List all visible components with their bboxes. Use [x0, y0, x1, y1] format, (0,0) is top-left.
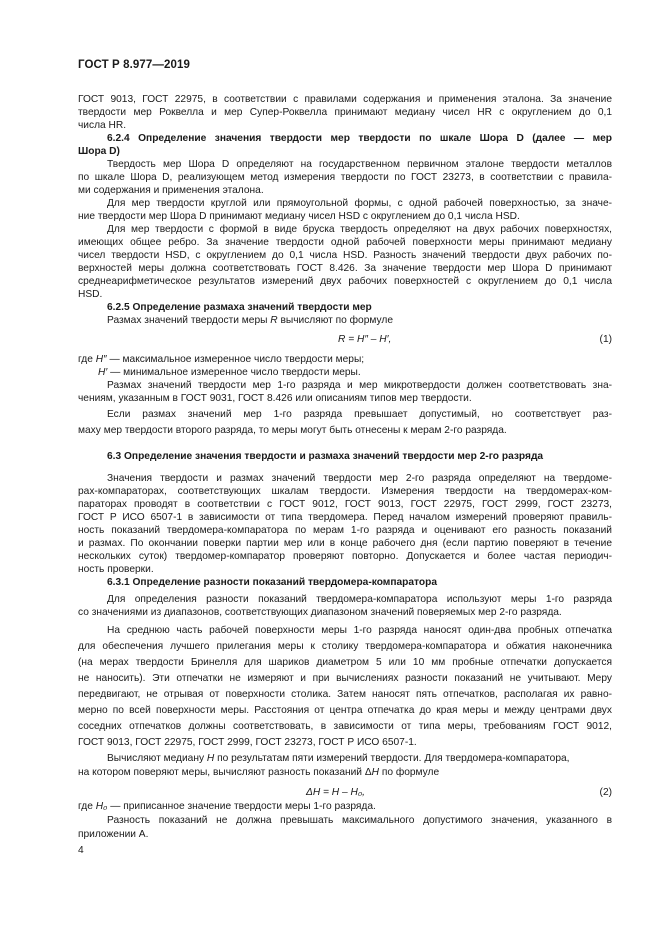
text-line: мерно по всей поверхности меры. Расстояния от центра отпечатка до края меры и между центрами двух [78, 705, 612, 716]
text-line: приложении А. [78, 829, 149, 840]
text-line: ность показаний твердомера-компаратора по мерам 1-го разряда и оценивают его разность показаний [78, 525, 612, 536]
text-line: соседних отпечатков должны соответствовать, в зависимости от типа меры, требованиям ГОСТ 9012, [78, 721, 612, 732]
page-number: 4 [78, 845, 84, 856]
text-line: маху мер твердости второго разряда, то меры могут быть отнесены к мерам 2-го разряда. [78, 425, 507, 436]
text-line: Для мер твердости с формой в виде бруска твердость определяют на двух рабочих поверхностях, [107, 224, 612, 235]
text-line: не наносить). Эти отпечатки не измеряют и при вычислениях разности показаний не учитывают. Меру [78, 673, 612, 684]
text-line: со значениями из диапазонов, соответствующих диапазоном значений поверяемых мер 2-го разряда. [78, 607, 562, 618]
text-line: ГОСТ 9013, ГОСТ 22975, ГОСТ 2999, ГОСТ 23273, ГОСТ Р ИСО 6507-1. [78, 737, 417, 748]
text-line: ми содержания и применения эталона. [78, 185, 264, 196]
section-heading-6-2-5: 6.2.5 Определение размаха значений твердости мер [107, 302, 372, 313]
text-line: Твердость мер Шора D определяют на государственном первичном эталоне твердости металлов [107, 159, 612, 170]
text-line: твердости мер Роквелла и мер Супер-Роквелла принимают медиану чисел HR с округлением до 0,1 [78, 107, 612, 118]
where-clause: где H₀ — приписанное значение твердости меры 1-го разряда. [78, 801, 376, 812]
text-line: чисел твердости HSD, с округлением до 0,1 числа HSD. Разность значений твердости двух рабочих по- [78, 250, 612, 261]
text-line: верхностей меры должна соответствовать ГОСТ 8.426. За значение твердости мер Шора D принимают [78, 263, 612, 274]
text-line: параторах проводят в соответствии с ГОСТ 9012, ГОСТ 9013, ГОСТ 22975, ГОСТ 2999, ГОСТ 23273, [78, 499, 612, 510]
text-line: Разность показаний не должна превышать максимального допустимого значения, указанного в [107, 815, 612, 826]
text-line: На среднюю часть рабочей поверхности меры 1-го разряда наносят один-два пробных отпечатка [107, 625, 612, 636]
text-line: рах-компараторах, соответствующих шкалам твердости. Измерения твердости на твердомерах-ком- [78, 486, 612, 497]
text-line: HSD. [78, 289, 103, 300]
text-line: Размах значений твердости меры R вычисляют по формуле [107, 315, 393, 326]
text-line: чениям, указанным в ГОСТ 9031, ГОСТ 8.426 или описаниям типов мер твердости. [78, 393, 472, 404]
where-clause: где H″ — максимальное измеренное число твердости меры; [78, 354, 365, 365]
text-line: (на мерах твердости Бринелля для шариков диаметром 5 или 10 мм пробные отпечатки допускается [78, 657, 612, 668]
section-heading-6-3: 6.3 Определение значения твердости и размаха значений твердости мер 2-го разряда [107, 451, 544, 462]
section-heading-6-2-4-cont: Шора D) [78, 146, 120, 157]
text-line: Значения твердости и размах значений твердости мер 2-го разряда определяют на твердоме- [107, 473, 612, 484]
formula-1-number: (1) [599, 334, 612, 345]
text-line: по шкале Шора D, реализующем метод измерения твердости по ГОСТ 23273, в соответствии с правила- [78, 172, 612, 183]
formula-1: R = H″ – H′, [338, 334, 392, 345]
section-heading-6-2-4: 6.2.4 Определение значения твердости мер твердости по шкале Шора D (далее — мер [107, 133, 612, 144]
text-line: Размах значений твердости мер 1-го разряда и мер микротвердости должен соответствовать зна- [107, 380, 612, 391]
text-line: среднеарифметическое результатов измерений двух рабочих поверхностей с округлением до 0,1 числа [78, 276, 612, 287]
text-line: нескольких суток) твердомер-компаратор проверяют повторно. Допускается и более частая периодич- [78, 551, 612, 562]
text-line: для обеспечения лучшего прилегания меры к столику твердомера-компаратора и обжатия наконечника [78, 641, 612, 652]
formula-2: ΔH = H – H₀, [306, 787, 365, 798]
text-line: ГОСТ 9013, ГОСТ 22975, в соответствии с правилами содержания и применения эталона. За значение [78, 94, 612, 105]
text-line: ние твердости мер Шора D принимают медиану чисел HSD с округлением до 0,1 числа HSD. [78, 211, 520, 222]
where-clause: H′ — минимальное измеренное число твердости меры. [98, 367, 361, 378]
text-line: имеющих общее ребро. За значение твердости одной рабочей поверхности меры принимают медиану [78, 237, 612, 248]
text-line: Вычисляют медиану H по результатам пяти измерений твердости. Для твердомера-компаратора, [107, 753, 570, 764]
text-line: Если размах значений мер 1-го разряда превышает допустимый, но соответствует раз- [107, 409, 612, 420]
text-line: Для мер твердости круглой или прямоугольной формы, с одной рабочей поверхностью, за значе- [107, 198, 612, 209]
text-line: передвигают, не отрывая от поверхности столика. Затем наносят пять отпечатков, располагая их равно- [78, 689, 612, 700]
text-line: и размах. По окончании поверки партии мер или в конце рабочего дня (если партию поверяют в течение [78, 538, 612, 549]
text-line: Для определения разности показаний твердомера-компаратора используют меры 1-го разряда [107, 594, 612, 605]
text-line: числа HR. [78, 120, 127, 131]
formula-2-number: (2) [599, 787, 612, 798]
text-line: ГОСТ Р ИСО 6507-1 в зависимости от типа твердомера. Перед началом измерений проверяют правиль- [78, 512, 612, 523]
text-line: ность проверки. [78, 564, 154, 575]
page-header: ГОСТ Р 8.977—2019 [78, 59, 190, 71]
text-line: на котором поверяют меры, вычисляют разность показаний ΔH по формуле [78, 767, 440, 778]
section-heading-6-3-1: 6.3.1 Определение разности показаний твердомера-компаратора [107, 577, 437, 588]
